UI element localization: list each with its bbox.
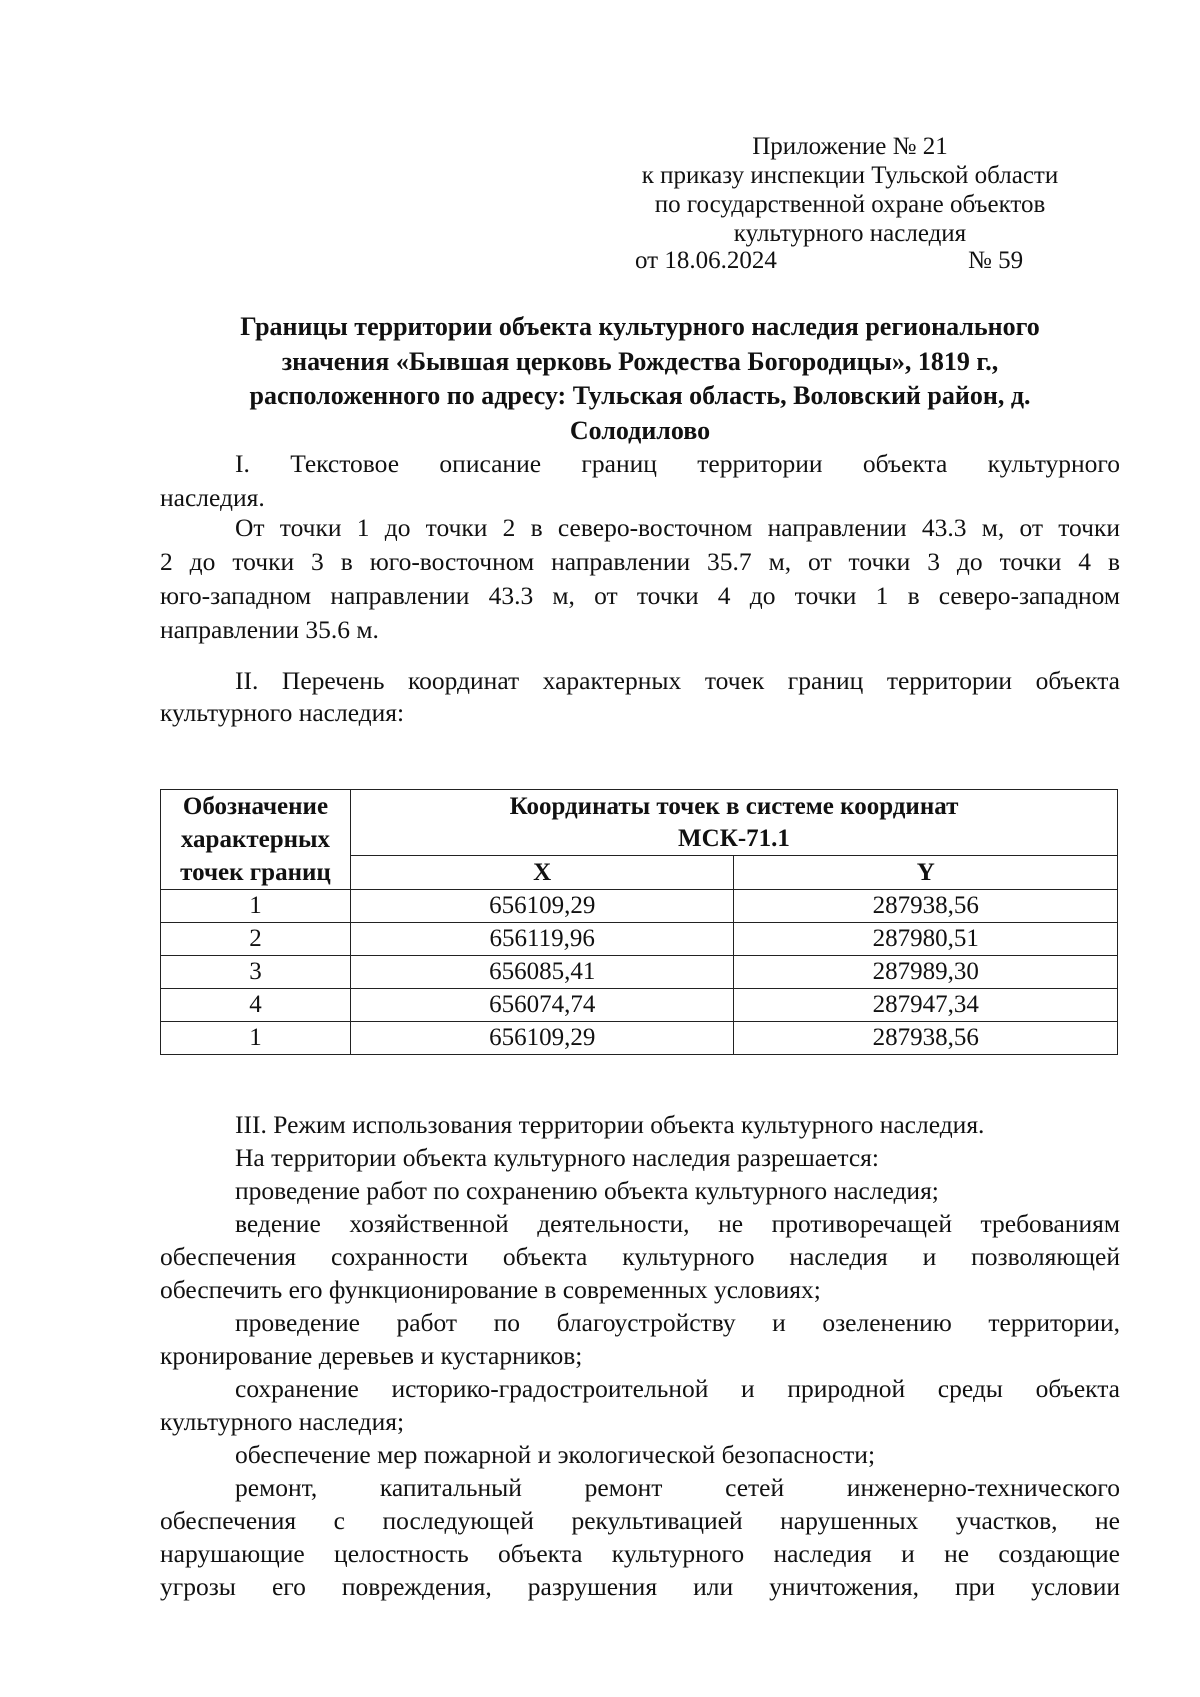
section-1-heading	[160, 447, 1120, 515]
coordinates-table	[160, 789, 1118, 1055]
x-value: 656085,41	[350, 956, 734, 989]
order-date: от 18.06.2024	[635, 247, 777, 274]
section-3-item-1: проведение работ по сохранению объекта культурного наследия;	[235, 1176, 939, 1205]
x-value: 656074,74	[350, 989, 734, 1022]
y-value: 287980,51	[734, 923, 1118, 956]
x-column-header: X	[350, 856, 734, 890]
section-3-item-6-line-3: нарушающие целостность объекта культурного наследия и не создающие	[160, 1539, 1120, 1568]
table-row	[161, 989, 1118, 1022]
order-number: № 59	[968, 247, 1024, 274]
point-number: 4	[161, 989, 351, 1022]
section-3-heading: III. Режим использования территории объекта культурного наследия.	[235, 1110, 985, 1139]
section-3-item-2-line-3: обеспечить его функционирование в современных условиях;	[160, 1275, 821, 1304]
title-line-1: Границы территории объекта культурного наследия регионального	[240, 312, 1040, 341]
coordinates-header-line-1: Координаты точек в системе координат	[509, 792, 959, 820]
y-value: 287989,30	[734, 956, 1118, 989]
x-value: 656109,29	[350, 1022, 734, 1055]
table-row	[161, 956, 1118, 989]
table-row	[161, 923, 1118, 956]
title-line-2: значения «Бывшая церковь Рождества Богородицы», 1819 г.,	[281, 346, 999, 376]
point-number: 3	[161, 956, 351, 989]
section-3-item-6-line-4: угрозы его повреждения, разрушения или уничтожения, при условии	[160, 1572, 1120, 1601]
section-3	[160, 1108, 1120, 1603]
section-2-heading-line-1: II. Перечень координат характерных точек границ территории объекта	[235, 666, 1120, 695]
table-row	[161, 890, 1118, 923]
coordinates-header-line-2: МСК-71.1	[678, 824, 790, 852]
point-number: 1	[161, 1022, 351, 1055]
section-1-desc-line-4: направлении 35.6 м.	[160, 615, 379, 644]
section-1-description	[160, 511, 1120, 647]
y-value: 287938,56	[734, 1022, 1118, 1055]
y-column-header: Y	[734, 856, 1118, 890]
section-1-heading-line-2: наследия.	[160, 483, 265, 512]
section-3-item-3-line-1: проведение работ по благоустройству и озеленению территории,	[235, 1308, 1120, 1337]
section-3-item-5: обеспечение мер пожарной и экологической безопасности;	[235, 1440, 876, 1469]
appendix-number: Приложение № 21	[752, 133, 948, 160]
section-2-heading	[160, 665, 1120, 729]
x-value: 656119,96	[350, 923, 734, 956]
appendix-line-3: по государственной охране объектов	[654, 191, 1046, 218]
title-line-4: Солодилово	[569, 415, 711, 445]
section-1-heading-line-1: I. Текстовое описание границ территории объекта культурного	[235, 449, 1120, 478]
appendix-line-2: к приказу инспекции Тульской области	[641, 162, 1059, 189]
appendix-line-4: культурного наследия	[733, 220, 967, 247]
section-3-item-6-line-1: ремонт, капитальный ремонт сетей инженерно-технического	[235, 1473, 1120, 1502]
section-3-item-3-line-2: кронирование деревьев и кустарников;	[160, 1341, 583, 1370]
section-1-desc-line-3: юго-западном направлении 43.3 м, от точки 4 до точки 1 в северо-западном	[160, 581, 1120, 610]
y-value: 287947,34	[734, 989, 1118, 1022]
appendix-header	[590, 132, 1110, 248]
point-number: 1	[161, 890, 351, 923]
section-3-item-6-line-2: обеспечения с последующей рекультивацией нарушенных участков, не	[160, 1506, 1120, 1535]
section-3-item-4-line-2: культурного наследия;	[160, 1407, 405, 1436]
document-title	[160, 310, 1120, 448]
y-value: 287938,56	[734, 890, 1118, 923]
section-2-heading-line-2: культурного наследия:	[160, 698, 405, 727]
x-value: 656109,29	[350, 890, 734, 923]
section-3-item-4-line-1: сохранение историко-градостроительной и природной среды объекта	[235, 1374, 1120, 1403]
section-3-item-2-line-2: обеспечения сохранности объекта культурного наследия и позволяющей	[160, 1242, 1120, 1271]
point-number: 2	[161, 923, 351, 956]
title-line-3: расположенного по адресу: Тульская область, Воловский район, д.	[249, 381, 1031, 410]
table-row	[161, 1022, 1118, 1055]
point-designation-header: Обозначение характерных точек границ	[161, 790, 351, 890]
section-3-item-2-line-1: ведение хозяйственной деятельности, не противоречащей требованиям	[235, 1209, 1120, 1238]
section-1-desc-line-2: 2 до точки 3 в юго-восточном направлении 35.7 м, от точки 3 до точки 4 в	[160, 547, 1120, 576]
section-1-desc-line-1: От точки 1 до точки 2 в северо-восточном направлении 43.3 м, от точки	[235, 513, 1120, 542]
section-3-intro: На территории объекта культурного наследия разрешается:	[235, 1143, 879, 1172]
coordinates-system-header	[350, 790, 1117, 856]
